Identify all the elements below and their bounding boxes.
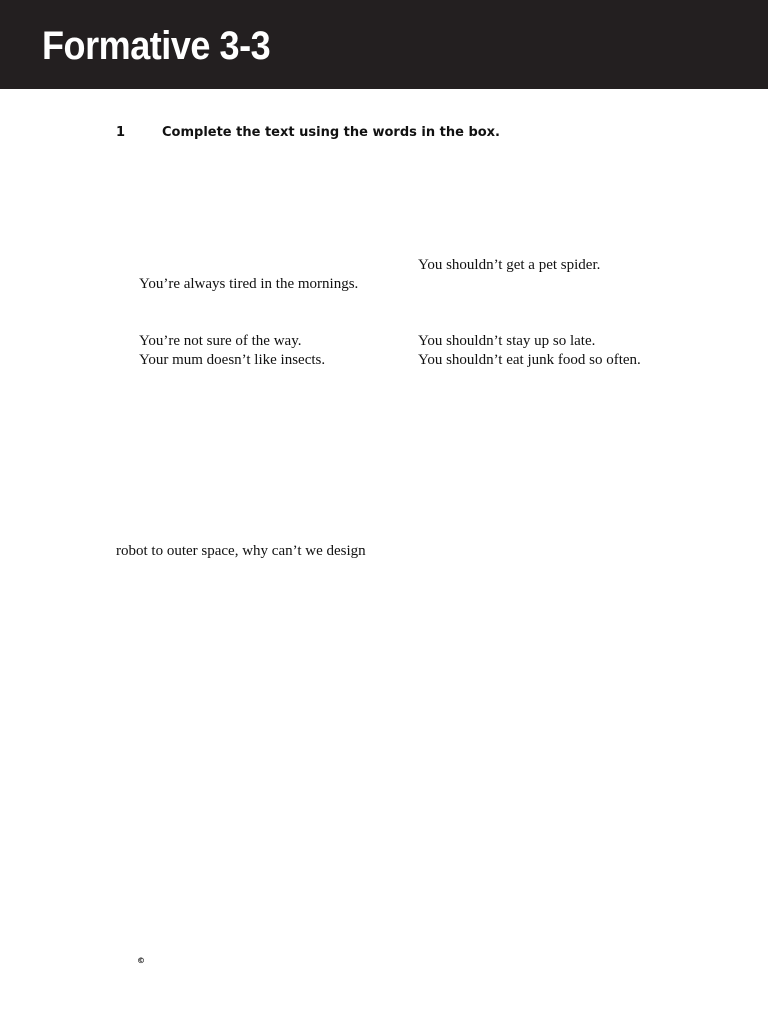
problem-item: You’re always tired in the mornings.	[139, 276, 359, 292]
problem-item: You’re not sure of the way.	[139, 333, 302, 349]
advice-item: You shouldn’t get a pet spider.	[418, 257, 601, 273]
copyright-mark: ©	[137, 956, 145, 965]
page-title: Formative 3-3	[42, 24, 271, 68]
advice-item: You shouldn’t stay up so late.	[418, 333, 596, 349]
problem-item: Your mum doesn’t like insects.	[139, 352, 326, 368]
question-instruction: Complete the text using the words in the box.	[162, 125, 500, 140]
header-bar	[0, 0, 768, 89]
advice-item: You shouldn’t eat junk food so often.	[418, 352, 641, 368]
question-number: 1	[116, 125, 126, 140]
text-fragment: robot to outer space, why can’t we design	[116, 543, 366, 559]
